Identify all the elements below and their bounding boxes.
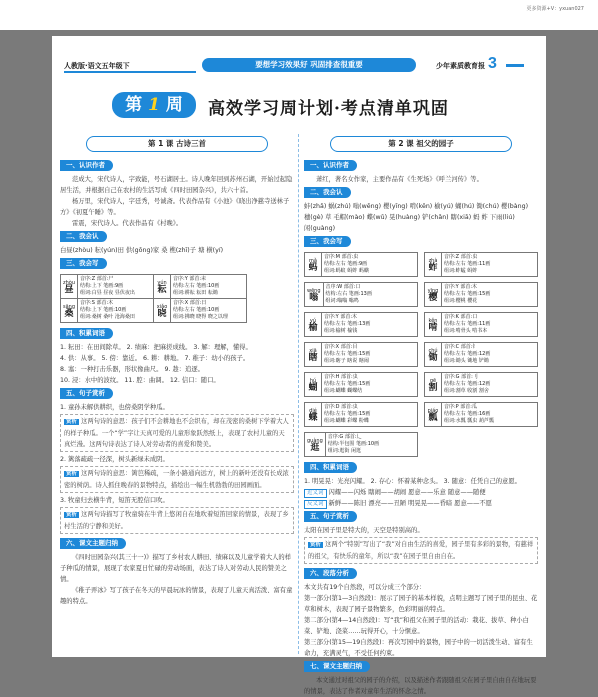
section-heading: 五、句子赏析: [304, 511, 357, 522]
paragraph: 第三部分(第15—19自然段)：再次写园中的景物，园子中的一切活泼生动、富有生命力，充满灵气，不受任何约束。: [304, 639, 533, 657]
recognize-chars: 蚌(zhǎ) 蜗(zhú) 嗡(wēng) 樱(yīng) 啃(kěn) 榆(yú) 蝴(hú) 锄(chú) 樱(bàng): [304, 203, 529, 210]
write-chars-grid: [304, 250, 538, 460]
char-card: [304, 252, 418, 277]
appreciation-note: 赏析 这两句诗描写了牧童骑在牛背上悠闲自在地吹着短笛回家的情景，表现了乡村生活的宁静和美好。: [60, 507, 294, 534]
paragraph: 萧红，著名女作家，主要作品有《生死场》《呼兰河传》等。: [316, 176, 483, 183]
char-info: 音序:G 部首:刂 结构:左右 笔画:12画 组词:割草 收割 割舍: [442, 373, 538, 397]
page-header: [52, 55, 546, 74]
char-cell: zhòu 昼: [61, 275, 78, 299]
sentence: 3. 牧童归去横牛背，短笛无腔信口吹。: [60, 497, 169, 504]
char-card: [304, 372, 418, 397]
sentence: 2. 篱落疏疏一径深，树头新绿未成阴。: [60, 456, 169, 463]
title-text: 高效学习周计划·考点清单巩固: [208, 99, 449, 119]
word-line: 4. 供：从事。 5. 傍：靠近。 6. 耕：耕地。 7. 稚子：幼小的孩子。: [60, 355, 250, 362]
document-page: [52, 36, 546, 695]
section-heading: 六、课文主题归纳: [60, 538, 126, 549]
section-heading: 二、我会认: [304, 187, 351, 198]
char-card: [304, 282, 418, 307]
char-cell: dié 蝶: [305, 403, 322, 427]
char-cell: sāng 桑: [61, 299, 78, 323]
char-card: [424, 372, 538, 397]
char-cell: hú 蝴: [305, 373, 322, 397]
section-heading: 四、积累词语: [60, 328, 113, 339]
recognize-chars: 穗(gè) 草 毛帽(mào) 蝶(wǔ) 晃(huàng) 铲(chǎn) 瞎(xiā) 蚂 蚱 下雨(liú): [304, 214, 515, 221]
char-info: 音序:G 部首:辶 结构:半包围 笔画:10画 组词:逛街 闲逛: [325, 433, 417, 457]
char-cell: gē 割: [425, 373, 442, 397]
column-divider: [298, 134, 299, 654]
section-heading: 一、认识作者: [60, 160, 113, 171]
char-info: 音序:M 部首:虫 结构:左右 笔画:9画 组词:蚂蚁 蚂蚱 蚂蟥: [322, 253, 418, 277]
section-heading: 七、课文主题归纳: [304, 661, 370, 672]
char-card: [424, 312, 538, 337]
top-strip: [0, 0, 598, 30]
synonym-tag: 近义词: [304, 489, 327, 498]
char-cell: chú 锄: [425, 343, 442, 367]
sentence: 太阳在园子里是特大的，天空是特别高的。: [304, 527, 424, 534]
char-card: [304, 342, 418, 367]
appreciation-note: 赏析 这两句诗的意思：孩子们不会耕地也不会织布，却在茂密的桑树下学着大人的样子种瓜。一个“学”字让天真可爱的儿童形象跃然纸上，表现了农村儿童的天真烂漫。这两句诗表达了诗人对劳动者的喜爱和赞美。: [60, 414, 294, 452]
antonym-tag: 反义词: [304, 500, 327, 509]
lesson-title: 第 2 课 祖父的园子: [330, 136, 512, 152]
paragraph: 雷震，宋代诗人。代表作品有《村晚》。: [72, 220, 183, 227]
char-info: 音序:W 部首:口 结构:左右 笔画:13画 组词:嗡嗡 嗡鸣: [323, 283, 417, 307]
paragraph: 本文通过对祖父的园子的介绍，以及描述作者跟随祖父在园子里自由自在地玩耍的情景，表达了作者对童年生活的怀念之情。: [304, 677, 537, 695]
char-card: [304, 312, 418, 337]
char-card: [304, 402, 418, 427]
write-chars-table: [60, 274, 247, 323]
char-cell: mǎ 蚂: [305, 253, 322, 277]
char-card: [424, 282, 538, 307]
lesson-title: 第 1 课 古诗三首: [86, 136, 268, 152]
recognize-chars: 闲(guàng): [304, 225, 336, 232]
paragraph: 范成大，宋代诗人，字致能，号石湖居士。诗人晚年回到苏州石湖，开始过起隐居生活，并根据自己在农村的生活写成《四时田园杂兴》，共六十首。: [60, 176, 293, 194]
word-line: 近义词 闪耀——闪烁 瞎闹——胡闹 愿意——乐意 随意——随便: [304, 487, 538, 498]
paragraph: 《稚子弄冰》写了孩子在冬天的早晨玩冰的情景，表现了儿童天真活泼、富有童趣的特点。: [60, 587, 293, 605]
paragraph: 本文共有19个自然段，可以分成三个部分：: [304, 584, 426, 591]
paragraph: 杨万里，宋代诗人，字廷秀，号诚斋。代表作品有《小池》《晓出净慈寺送林子方》《初夏午睡》等。: [60, 198, 290, 216]
word-line: 1. 明晃晃：光亮闪耀。 2. 存心：怀着某种念头。 3. 随意：任凭自己的意愿。: [304, 478, 521, 485]
char-info: 音序:Y 部首:木 结构:左右 笔画:13画 组词:榆树 榆钱: [322, 313, 418, 337]
char-cell: piáo 瓢: [425, 403, 442, 427]
char-info: 音序:Z 部首:虫 结构:左右 笔画:11画 组词:蚱蜢 蚂蚱: [442, 253, 538, 277]
char-info: 音序:Z 部首:尸 结构:上下 笔画:9画 组词:白昼 昼夜 昼伏夜出: [78, 275, 154, 299]
char-cell: kěn 啃: [425, 313, 442, 337]
section-heading: 五、句子赏析: [60, 388, 113, 399]
page-number-dash: [506, 64, 524, 67]
left-column: [60, 136, 294, 656]
char-cell: yún 耘: [154, 275, 171, 299]
right-column: [304, 136, 538, 695]
word-line: 8. 塞：一种打击乐器，形状像曲尺。 9. 趁：追逐。: [60, 366, 204, 373]
char-cell: yīng 樱: [425, 283, 442, 307]
section-heading: 四、积累词语: [304, 462, 357, 473]
appreciation-note: 赏析 这两个“特别”写出了“我”对自由生活的喜爱，园子里有多彩的景物，有慈祥的祖父，有快乐的童年，所以“我”在园子里自由自在。: [304, 537, 538, 564]
char-info: 音序:D 部首:虫 结构:左右 笔画:15画 组词:蝴蝶 彩蝶 粉蝶: [322, 403, 418, 427]
appreciation-note: 赏析 这两句诗的意思：篱笆稀疏，一条小路通向远方，树上的新叶还没有长成浓密的树荫。诗人抓住晚春的景物特点，描绘出一幅生机勃勃的田园画面。: [60, 466, 294, 493]
section-heading: 二、我会认: [60, 231, 107, 242]
newspaper-name: 少年素质教育报: [436, 62, 485, 70]
paragraph: 《四时田园杂兴(其三十一)》描写了乡村农人耕田、绩麻以及儿童学着大人的样子种瓜的情景，展现了农家夏日忙碌的劳动场面，表达了诗人对劳动人民的赞美之情。: [60, 554, 292, 583]
char-info: 音序:X 部首:目 结构:左右 笔画:15画 组词:瞎子 瞎说 瞎闹: [322, 343, 418, 367]
header-rule: [64, 71, 196, 73]
paragraph: 第一部分(第1—3自然段)：展示了园子的基本样貌，点明主题写了园子里的昆虫、花草和树木，表现了园子景物繁多，色彩明丽的特点。: [304, 595, 538, 613]
week-badge: 第 1 周: [112, 92, 196, 118]
page-title: [112, 88, 482, 122]
sentence: 1. 童孙未解供耕织，也傍桑阴学种瓜。: [60, 404, 169, 411]
recognize-chars: 白昼(zhòu) 耘(yún)田 供(gōng)家 桑 樵(zhī)子 塘 横(yí): [60, 247, 224, 254]
top-note: 更多资源+V：yxuan027: [526, 6, 584, 12]
char-cell: yú 榆: [305, 313, 322, 337]
section-heading: 三、我会写: [304, 236, 351, 247]
slogan-banner: 要想学习效果好 巩固排查很重要: [202, 58, 416, 72]
char-info: 音序:C 部首:钅 结构:左右 笔画:12画 组词:锄头 锄地 铲锄: [442, 343, 538, 367]
char-info: 音序:Y 部首:耒 结构:左右 笔画:10画 组词:耕耘 耘田 耘锄: [171, 275, 247, 299]
char-cell: xiǎo 晓: [154, 299, 171, 323]
section-heading: 一、认识作者: [304, 160, 357, 171]
char-info: 音序:X 部首:日 结构:左右 笔画:10画 组词:拂晓 晓得 晓之以理: [171, 299, 247, 323]
edition-label: 人教版·语文五年级下: [64, 62, 130, 70]
page-number: 3: [488, 55, 497, 72]
paragraph: 第二部分(第4—14自然段)：写“我”和祖父在园子里的活动：栽花、拔草、种小白菜、铲地、浇菜……玩得开心，十分惬意。: [304, 617, 529, 635]
char-cell: zhà 蚱: [425, 253, 442, 277]
word-line: 10. 浸：水中的波纹。 11. 腔：曲调。 12. 信口：随口。: [60, 377, 220, 384]
char-info: 音序:K 部首:口 结构:左右 笔画:11画 组词:啃骨头 啃书本: [442, 313, 538, 337]
char-info: 音序:S 部首:木 结构:上下 笔画:10画 组词:桑树 桑叶 沧海桑田: [78, 299, 154, 323]
section-heading: 六、段落分析: [304, 568, 357, 579]
char-card: [304, 432, 418, 457]
char-card: [424, 402, 538, 427]
char-cell: wēng 嗡: [305, 283, 324, 307]
char-cell: guàng 逛: [305, 433, 326, 457]
char-cell: xiā 瞎: [305, 343, 322, 367]
char-info: 音序:H 部首:虫 结构:左右 笔画:15画 组词:蝴蝶 蝴蝶结: [322, 373, 418, 397]
char-card: [424, 252, 538, 277]
char-info: 音序:Y 部首:木 结构:左右 笔画:15画 组词:樱桃 樱花: [442, 283, 538, 307]
char-info: 音序:P 部首:瓜 结构:左右 笔画:16画 组词:水瓢 瓢虫 葫芦瓢: [442, 403, 538, 427]
word-line: 1. 耘田：在田间除草。 2. 绩麻：把麻搓成线。 3. 解：理解，懂得。: [60, 344, 252, 351]
word-line: 反义词 新鲜——陈旧 漂亮——丑陋 明晃晃——昏暗 愿意——不愿: [304, 498, 538, 509]
char-card: [424, 342, 538, 367]
section-heading: 三、我会写: [60, 258, 107, 269]
